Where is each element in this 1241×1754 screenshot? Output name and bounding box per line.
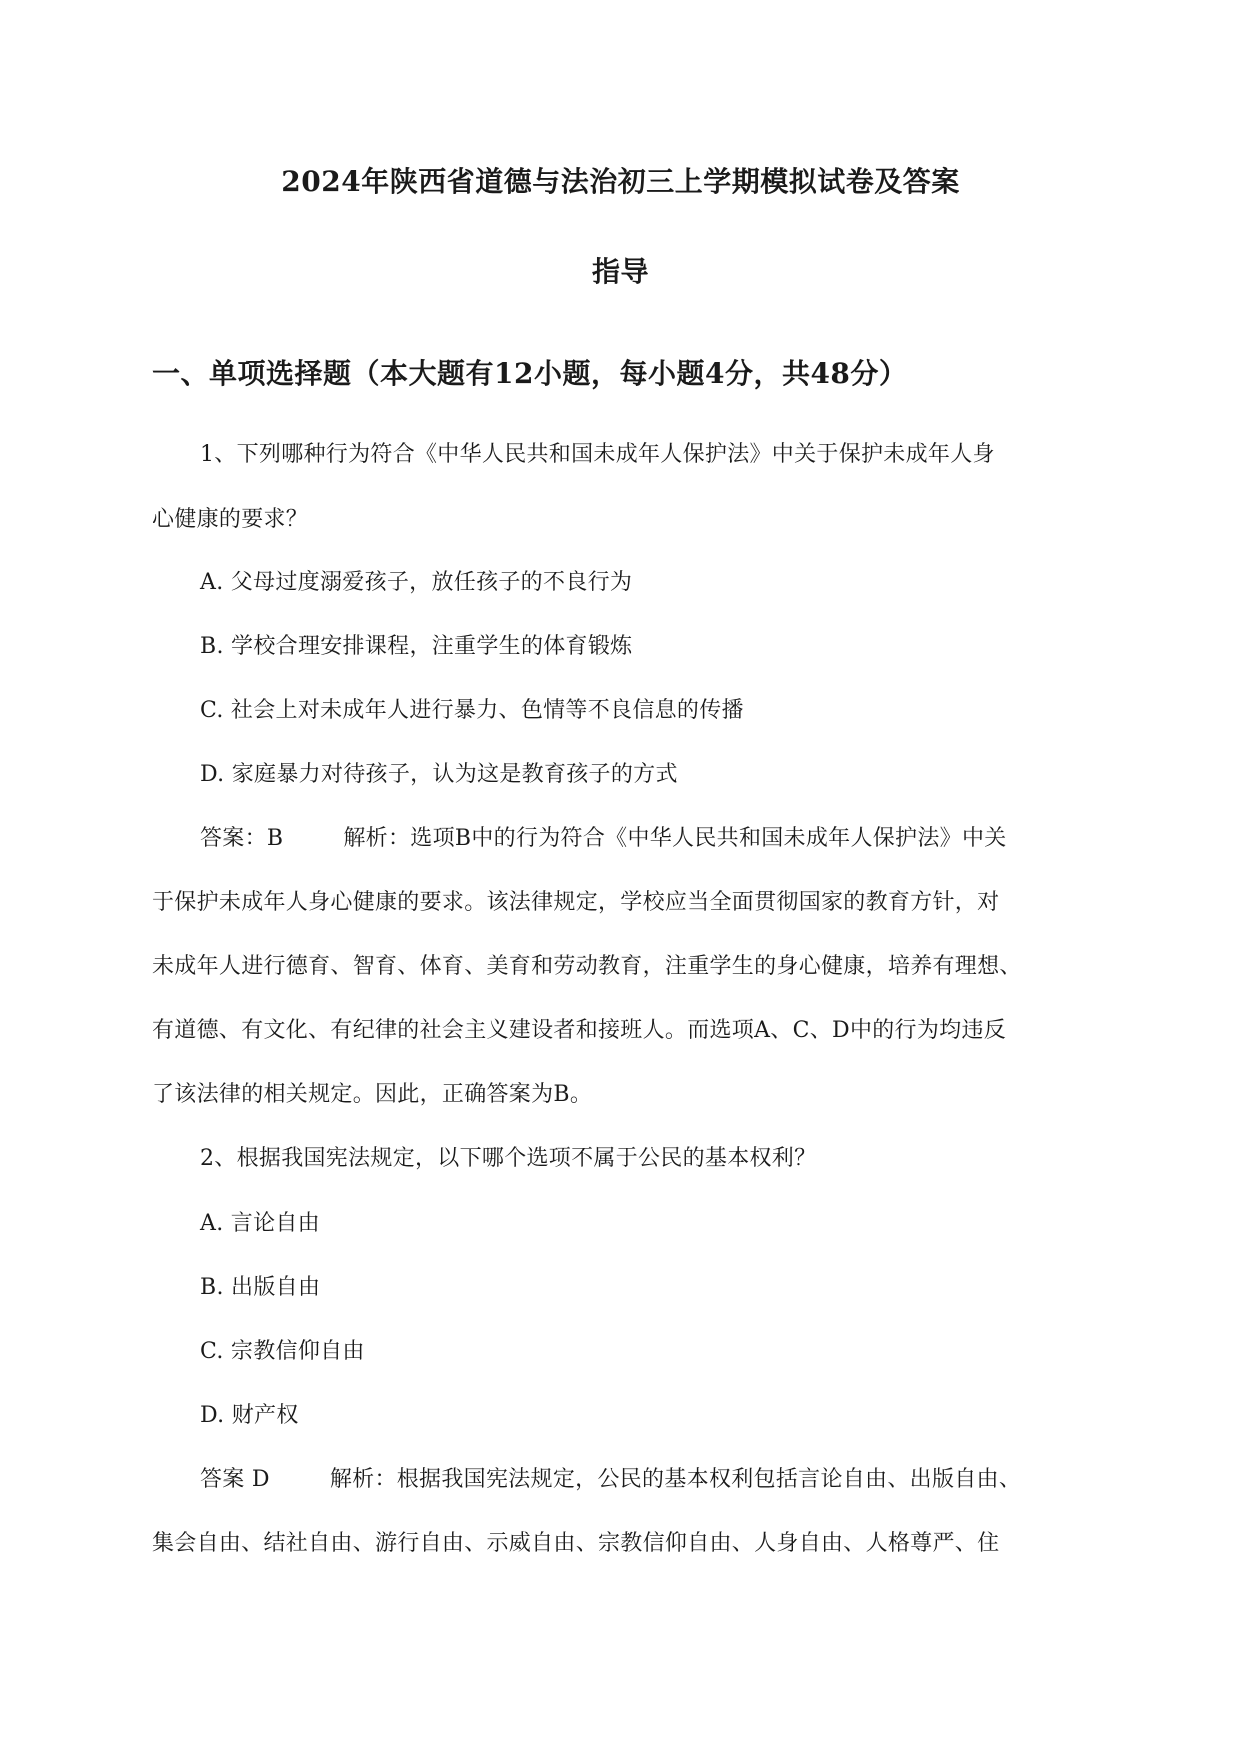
q1-analysis-line1: 解析：选项B中的行为符合《中华人民共和国未成年人保护法》中关 [343,826,1007,851]
q1-analysis-line3: 未成年人进行德育、智育、体育、美育和劳动教育，注重学生的身心健康，培养有理想、 [152,954,1022,979]
q2-option-a: A. 言论自由 [200,1211,320,1236]
q1-analysis-line2: 于保护未成年人身心健康的要求。该法律规定，学校应当全面贯彻国家的教育方针，对 [152,890,1000,915]
q2-option-c: C. 宗教信仰自由 [200,1339,365,1364]
q1-analysis-line4: 有道德、有文化、有纪律的社会主义建设者和接班人。而选项A、C、D中的行为均违反 [152,1018,1007,1043]
document-title-line1: 2024年陕西省道德与法治初三上学期模拟试卷及答案 [281,165,960,198]
document-title-line2: 指导 [591,255,649,288]
q2-option-b: B. 出版自由 [200,1275,321,1300]
q2-answer-line [200,1469,1021,1491]
q1-option-b: B. 学校合理安排课程，注重学生的体育锻炼 [200,634,633,659]
q1-stem-line2: 心健康的要求？ [152,507,309,532]
section-heading: 一、单项选择题（本大题有12小题，每小题4分，共48分） [152,357,908,390]
q1-answer-line [200,828,1007,850]
q2-answer: 答案 D [200,1467,270,1492]
q1-stem-line1: 1、下列哪种行为符合《中华人民共和国未成年人保护法》中关于保护未成年人身 [200,442,995,467]
q1-analysis-line5: 了该法律的相关规定。因此，正确答案为B。 [152,1082,593,1107]
q1-option-d: D. 家庭暴力对待孩子，认为这是教育孩子的方式 [200,762,678,787]
q2-analysis-line2: 集会自由、结社自由、游行自由、示威自由、宗教信仰自由、人身自由、人格尊严、住 [152,1531,1000,1556]
q2-option-d: D. 财产权 [200,1403,299,1428]
q1-answer: 答案：B [200,826,284,851]
q2-stem: 2、根据我国宪法规定，以下哪个选项不属于公民的基本权利？ [200,1146,817,1171]
q1-option-a: A. 父母过度溺爱孩子，放任孩子的不良行为 [200,570,633,595]
q2-analysis-line1: 解析：根据我国宪法规定，公民的基本权利包括言论自由、出版自由、 [329,1467,1022,1492]
q1-option-c: C. 社会上对未成年人进行暴力、色情等不良信息的传播 [200,698,744,723]
